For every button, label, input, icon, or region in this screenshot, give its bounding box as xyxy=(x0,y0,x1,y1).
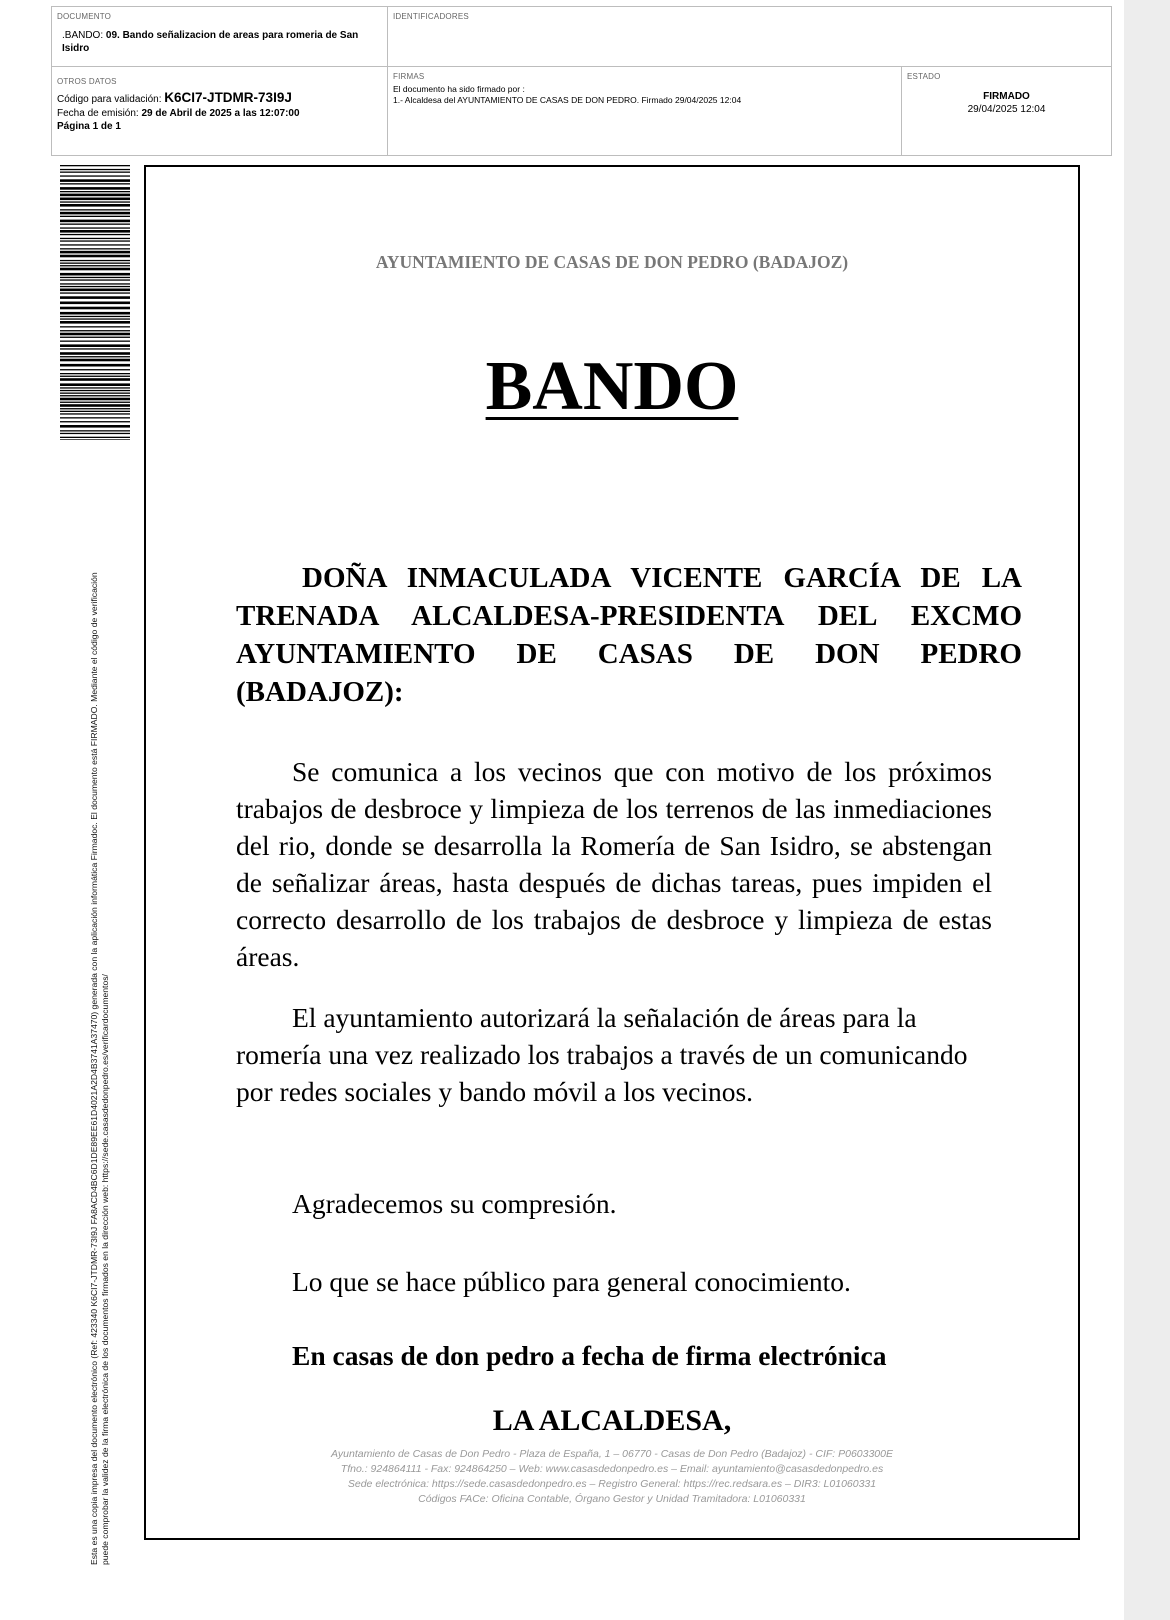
emission-date-value: 29 de Abril de 2025 a las 12:07:00 xyxy=(141,108,300,119)
documento-label: DOCUMENTO xyxy=(57,12,112,21)
document-info-header xyxy=(51,6,1112,156)
firmas-line-2: 1.- Alcaldesa del AYUNTAMIENTO DE CASAS DE DON PEDRO. Firmado 29/04/2025 12:04 xyxy=(393,95,742,105)
document-title xyxy=(62,29,362,55)
footer-contact xyxy=(146,1447,1078,1507)
estado-cell xyxy=(902,67,1111,155)
validation-code-label: Código para validación: xyxy=(57,94,162,105)
public-line: Lo que se hace público para general conocimiento. xyxy=(292,1266,851,1297)
signature-line: LA ALCALDESA, xyxy=(492,1404,732,1437)
bando-frame xyxy=(144,165,1080,1540)
footer-line-4: Códigos FACe: Oficina Contable, Órgano Gestor y Unidad Tramitadora: L01060331 xyxy=(418,1493,806,1505)
emission-date xyxy=(57,107,300,120)
document-title-text: 09. Bando señalizacion de areas para romeria de San Isidro xyxy=(62,30,359,54)
validation-code xyxy=(57,91,292,106)
documento-cell xyxy=(52,7,388,67)
paragraph-1: Se comunica a los vecinos que con motivo de los próximos trabajos de desbroce y limpieza de los terrenos de las inmediaciones del rio, donde se desarrolla la Romería de San Isidro, se abstengan de señalizar áreas, hasta después de dichas tareas, pues impiden el correcto desarrollo de los trabajos de desbroce y limpieza de estas áreas. xyxy=(236,756,992,972)
firmas-label: FIRMAS xyxy=(393,72,425,81)
firmas-cell xyxy=(388,67,902,155)
side-verification-line-1: Esta es una copia impresa del documento electrónico (Ref: 423340 K6CI7-JTDMR-73I9J FA8ACD4BC6D1DE89EE61D4021A2D4B3741A37470) generada con la aplicación informática Firmadoc. El documento está FIRMADO. Mediante el código de verificación xyxy=(89,572,99,1565)
ayuntamiento-heading: AYUNTAMIENTO DE CASAS DE DON PEDRO (BADAJOZ) xyxy=(375,252,849,272)
place-date-line: En casas de don pedro a fecha de firma electrónica xyxy=(292,1340,887,1371)
footer-line-1: Ayuntamiento de Casas de Don Pedro - Plaza de España, 1 – 06770 - Casas de Don Pedro (Badajoz) - CIF: P0603300E xyxy=(331,1448,893,1460)
firmas-line-1: El documento ha sido firmado por : xyxy=(393,84,525,94)
otros-datos-label: OTROS DATOS xyxy=(57,77,117,86)
estado-label: ESTADO xyxy=(907,72,941,81)
mayor-statement: DOÑA INMACULADA VICENTE GARCÍA DE LA TRENADA ALCALDESA-PRESIDENTA DEL EXCMO AYUNTAMIENTO DE CASAS DE DON PEDRO (BADAJOZ): xyxy=(236,562,1022,708)
side-verification-line-2: puede comprobar la validez de la firma electrónica de los documentos firmados en la dirección web: https://sede.casasdedonpedro.es/verificardocumentos/ xyxy=(100,974,110,1565)
estado-value: FIRMADO xyxy=(983,91,1030,102)
emission-date-label: Fecha de emisión: xyxy=(57,108,139,119)
footer-line-2: Tfno.: 924864111 - Fax: 924864250 – Web: www.casasdedonpedro.es – Email: ayuntamiento@casasdedonpedro.es xyxy=(340,1463,884,1475)
identificadores-label: IDENTIFICADORES xyxy=(393,12,469,21)
thanks-line: Agradecemos su compresión. xyxy=(292,1188,617,1219)
bando-title-text: BANDO xyxy=(485,348,739,425)
document-prefix: .BANDO: xyxy=(62,30,104,41)
estado-date: 29/04/2025 12:04 xyxy=(967,104,1046,115)
paragraph-2: El ayuntamiento autorizará la señalación de áreas para la romería una vez realizado los trabajos a través de un comunicando por redes sociales y bando móvil a los vecinos. xyxy=(236,1002,968,1107)
otros-datos-cell xyxy=(52,67,388,155)
barcode-icon xyxy=(60,165,130,440)
side-verification-text xyxy=(89,440,111,1565)
page-count: Página 1 de 1 xyxy=(57,121,121,132)
identificadores-cell xyxy=(388,7,1111,67)
footer-line-3: Sede electrónica: https://sede.casasdedonpedro.es – Registro General: https://rec.redsara.es – DIR3: L01060331 xyxy=(347,1478,877,1490)
validation-code-value: K6CI7-JTDMR-73I9J xyxy=(164,90,292,105)
bando-title xyxy=(146,347,1078,427)
